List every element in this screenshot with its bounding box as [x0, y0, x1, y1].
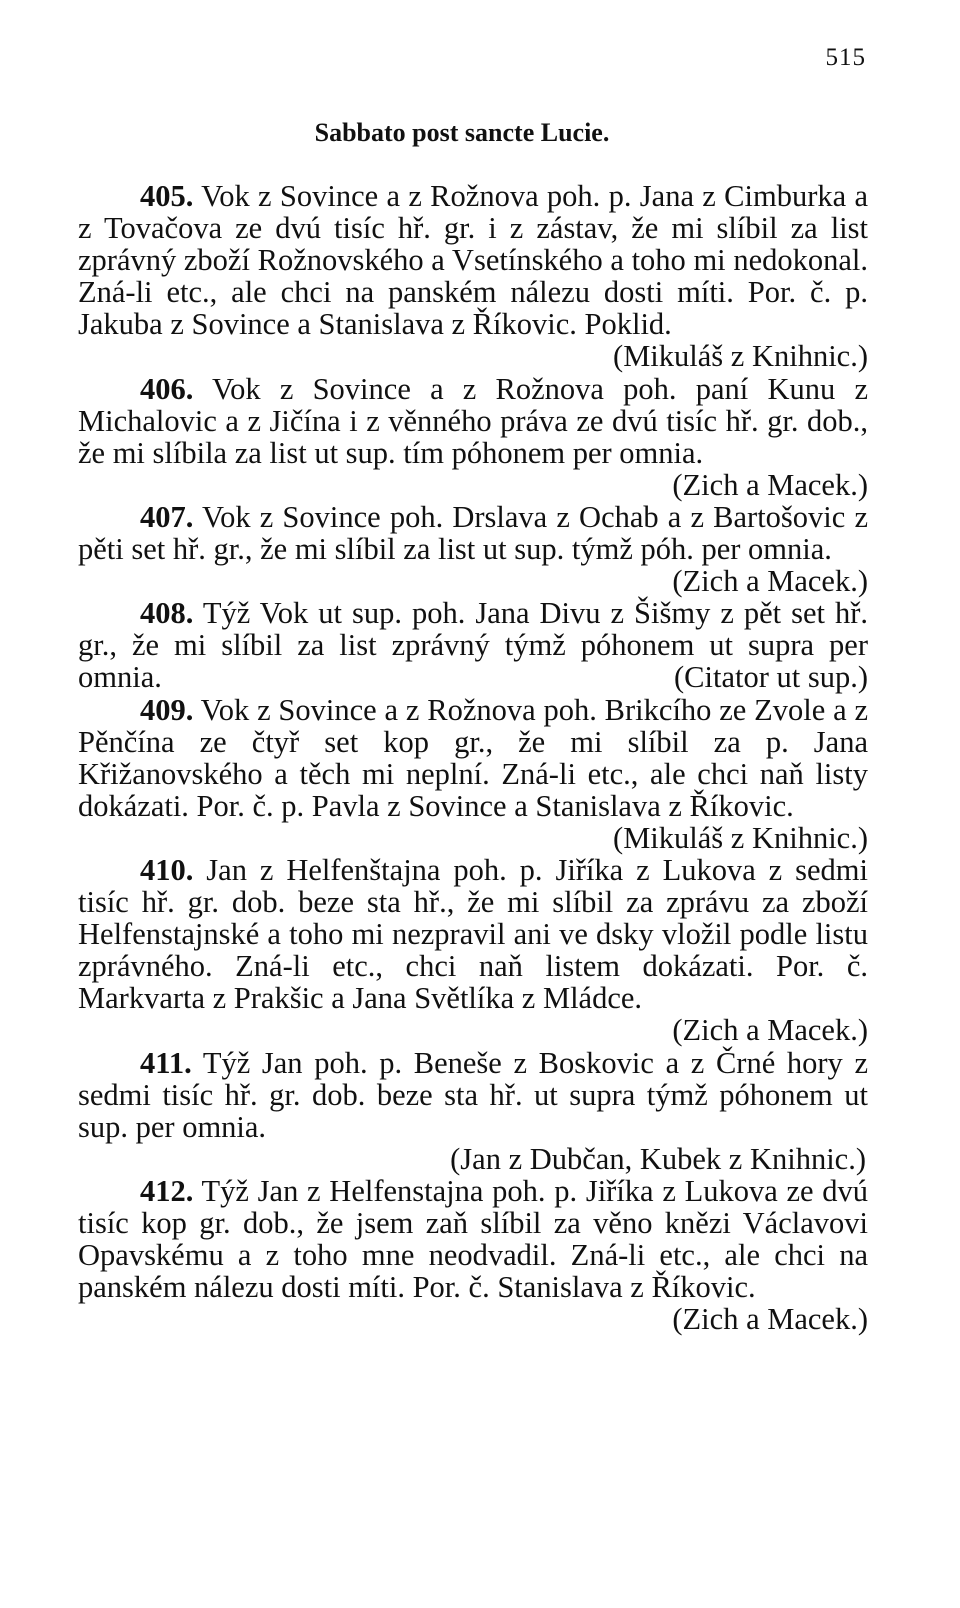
entry-407 — [78, 501, 868, 597]
entry-signature: (Zich a Macek.) — [672, 467, 868, 502]
entry-text: Vok z Sovince a z Rožnova poh. paní Kunu z Michalovic a z Jičína i z věnného práva ze dvú tisíc hř. gr. dob., že mi slíbila za list ut sup. tím póhonem per omnia. — [78, 371, 869, 470]
entry-number: 412. — [140, 1173, 194, 1208]
entry-signature: (Zich a Macek.) — [672, 1013, 868, 1048]
entry-signature: (Mikuláš z Knihnic.) — [613, 820, 868, 855]
entry-signature: (Zich a Macek.) — [672, 564, 868, 599]
entry-signature: (Jan z Dubčan, Kubek z Knihnic.) — [450, 1141, 866, 1176]
entries-list — [78, 180, 868, 1335]
entry-number: 410. — [140, 852, 194, 887]
entry-text: Vok z Sovince poh. Drslava z Ochab a z Bartošovic z pěti set hř. gr., že mi slíbil za list ut sup. týmž póh. per omnia. — [78, 499, 869, 567]
entry-text: Týž Vok ut sup. poh. Jana Divu z Šišmy z pět set hř. gr., že mi slíbil za list zprávný týmž póhonem ut supra per omnia. — [78, 596, 869, 695]
entry-text: Vok z Sovince a z Rožnova poh. Brikcího ze Zvole a z Pěnčína ze čtyř set kop gr., že mi slíbil za p. Jana Křižanovského a těch mi neplní. Zná-li etc., ale chci naň listy dokázati. Por. č. p. Pavla z Sovince a Stanislava z Říkovic. — [78, 692, 868, 823]
entry-number: 405. — [140, 179, 194, 213]
entry-number: 408. — [140, 596, 194, 631]
entry-signature: (Citator ut sup.) — [674, 660, 868, 695]
entry-text: Týž Jan z Helfenstajna poh. p. Jiříka z Lukova ze dvú tisíc kop gr. dob., že jsem zaň slíbil za věno knězi Václavovi Opavskému a z toho mne neodvadil. Zná-li etc., ale chci na panském nálezu dosti míti. Por. č. Stanislava z Říkovic. — [78, 1173, 868, 1305]
entry-text: Vok z Sovince a z Rožnova poh. p. Jana z Cimburka a z Tovačova ze dvú tisíc hř. gr. i z zástav, že mi slíbil za list zprávný zboží Rožnovského a Vsetínského a toho mi nedokonal. Zná-li etc., ale chci na panském nálezu dosti míti. Por. č. p. Jakuba z Sovince a Stanislava z Říkovic. Poklid. — [78, 179, 868, 342]
entry-409 — [78, 694, 868, 854]
entry-number: 406. — [140, 371, 194, 406]
entry-number: 409. — [140, 692, 194, 727]
entry-410 — [78, 854, 868, 1047]
entry-signature: (Mikuláš z Knihnic.) — [613, 339, 868, 374]
entry-text: Jan z Helfenštajna poh. p. Jiříka z Lukova z sedmi tisíc hř. gr. dob. beze sta hř., že mi slíbil za zprávu za zboží Helfenstajnské a toho mi nezpravil ani ve dsky vložil podle listu zprávného. Zná-li etc., chci naň listem dokázati. Por. č. Markvarta z Prakšic a Jana Světlíka z Mládce. — [78, 852, 868, 1016]
entry-signature: (Zich a Macek.) — [672, 1302, 868, 1337]
entry-411 — [78, 1047, 868, 1143]
entry-412 — [78, 1175, 868, 1335]
entry-408 — [78, 597, 868, 693]
entry-405 — [78, 180, 868, 373]
entry-text: Týž Jan poh. p. Beneše z Boskovic a z Črné hory z sedmi tisíc hř. gr. dob. beze sta hř. ut supra týmž póhonem ut sup. per omnia. — [78, 1045, 868, 1144]
entry-number: 411. — [140, 1045, 192, 1080]
entry-number: 407. — [140, 499, 194, 534]
entry-406 — [78, 373, 868, 501]
page-heading: Sabbato post sancte Lucie. — [314, 118, 610, 147]
page-number: 515 — [825, 44, 866, 71]
